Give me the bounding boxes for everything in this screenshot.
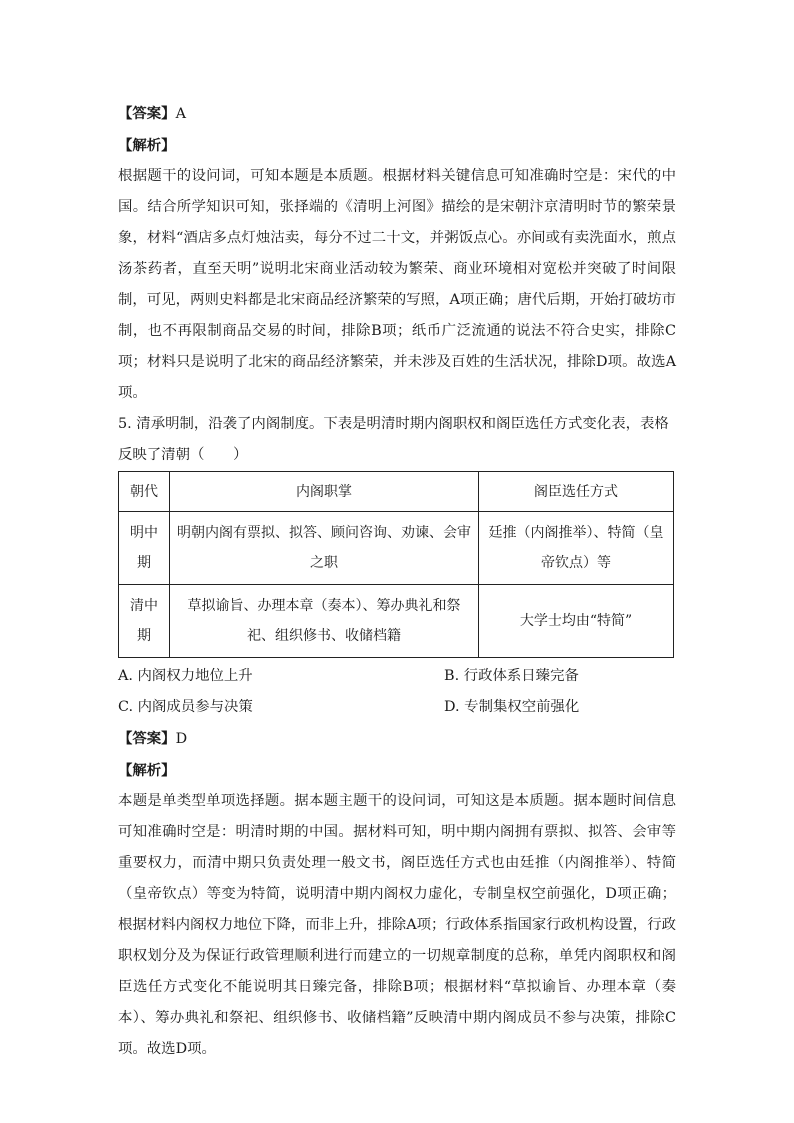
answer-tag: 【答案】 (118, 105, 176, 122)
q5-comparison-table (118, 471, 674, 658)
table-row (119, 585, 674, 658)
table-cell-period: 清中期 (119, 585, 170, 658)
q4-analysis-text: 根据题干的设问词，可知本题是本质题。根据材料关键信息可知准确时空是：宋代的中国。结合所学知识可知，张择端的《清明上河图》描绘的是宋朝汴京清明时节的繁荣景象，材料“酒店多点灯烛沽卖，每分不过二十文，并粥饭点心。亦间或有卖洗面水，煎点汤茶药者，直至天明”说明北宋商业活动较为繁荣、商业环境相对宽松并突破了时间限制，可见，两则史料都是北宋商品经济繁荣的写照，A项正确；唐代后期，开始打破坊市制，也不再限制商品交易的时间，排除B项；纸币广泛流通的说法不符合史实，排除C项；材料只是说明了北宋的商品经济繁荣，并未涉及百姓的生活状况，排除D项。故选A项。 (118, 168, 676, 401)
option-d: D. 专制集权空前强化 (444, 699, 580, 715)
q5-answer-line (118, 723, 676, 755)
option-c: C. 内阁成员参与决策 (118, 699, 253, 715)
option-a: A. 内阁权力地位上升 (118, 668, 253, 684)
q5-analysis-tag: 【解析】 (118, 762, 176, 779)
answer-value: A (175, 106, 186, 122)
table-cell-selection: 大学士均由“特简” (479, 585, 674, 658)
document-page (118, 98, 676, 1065)
q5-analysis-text: 本题是单类型单项选择题。据本题主题干的设问词，可知这是本质题。据本题时间信息可知准确时空是：明清时期的中国。据材料可知，明中期内阁拥有票拟、拟答、会审等重要权力，而清中期只负责处理一般文书，阁臣选任方式也由廷推（内阁推举）、特简（皇帝钦点）等变为特简，说明清中期内阁权力虚化，专制皇权空前强化，D项正确；根据材料内阁权力地位下降，而非上升，排除A项；行政体系指国家行政机构设置，行政职权划分及为保证行政管理顺利进行而建立的一切规章制度的总称，单凭内阁职权和阁臣选任方式变化不能说明其日臻完备，排除B项；根据材料“草拟谕旨、办理本章（奏本）、筹办典礼和祭祀、组织修书、收储档籍”反映清中期内阁成员不参与决策，排除C项。故选D项。 (118, 793, 676, 1057)
q5-options (118, 661, 676, 723)
q4-analysis-tag: 【解析】 (118, 137, 176, 154)
table-cell-selection: 廷推（内阁推举）、特简（皇帝钦点）等 (479, 512, 674, 585)
table-header-selection: 阁臣选任方式 (479, 472, 674, 512)
option-b: B. 行政体系日臻完备 (444, 668, 579, 684)
q5-stem: 5. 清承明制，沿袭了内阁制度。下表是明清时期内阁职权和阁臣选任方式变化表，表格反映了清朝（ ） (118, 416, 669, 463)
answer-value: D (175, 731, 188, 747)
table-header-row (119, 472, 674, 512)
table-cell-duties: 草拟谕旨、办理本章（奏本）、筹办典礼和祭祀、组织修书、收储档籍 (170, 585, 479, 658)
table-header-period: 朝代 (119, 472, 170, 512)
answer-tag: 【答案】 (118, 730, 176, 747)
table-cell-period: 明中期 (119, 512, 170, 585)
q4-answer-line (118, 98, 676, 130)
table-cell-duties: 明朝内阁有票拟、拟答、顾问咨询、劝谏、会审之职 (170, 512, 479, 585)
table-row (119, 512, 674, 585)
table-header-duties: 内阁职掌 (170, 472, 479, 512)
